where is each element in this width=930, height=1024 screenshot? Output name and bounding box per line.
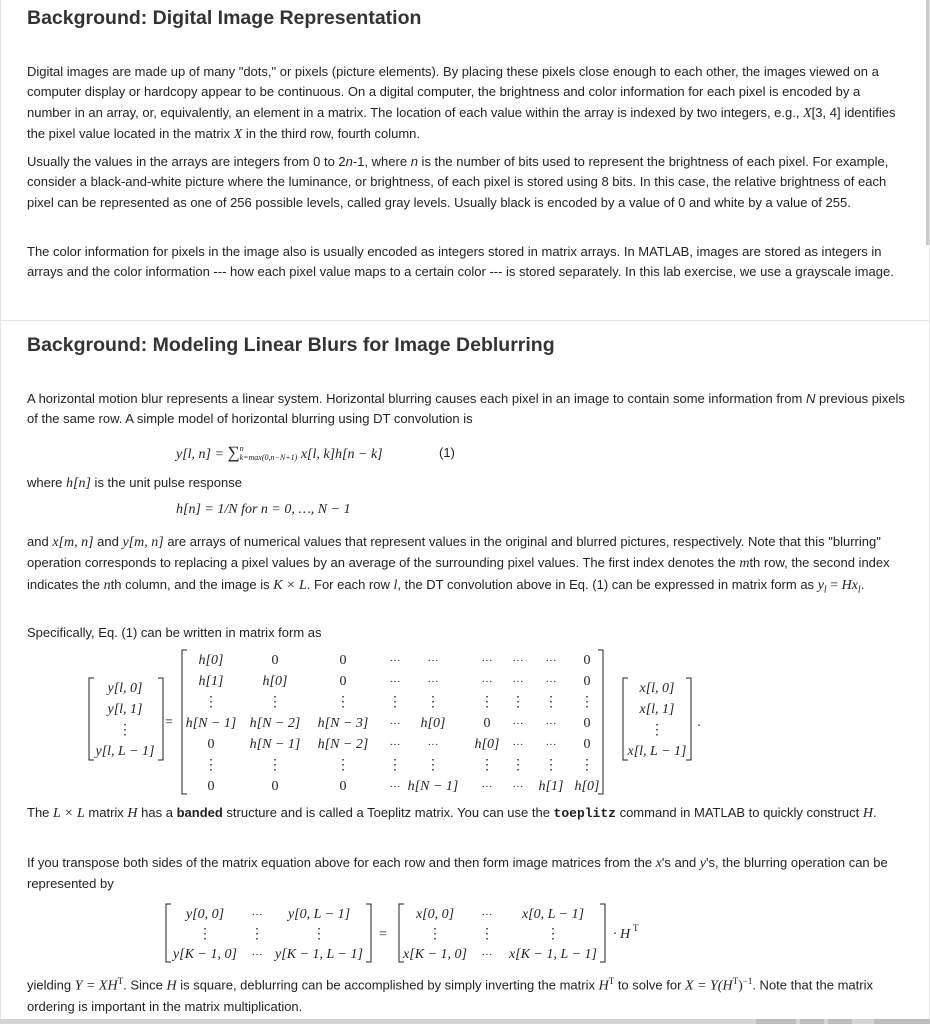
matrix-h-entry: ···	[545, 676, 557, 688]
matrix-h-entry: ⋮	[204, 758, 218, 773]
matrix-h-entry: 0	[583, 716, 591, 731]
matrix-h-entry: 0	[339, 779, 347, 794]
matrix-h-entry: h[N − 1]	[185, 716, 237, 731]
matrix-h-entry: ···	[481, 781, 493, 793]
paragraph-unit-pulse: where h[n] is the unit pulse response	[27, 475, 242, 491]
matrix-h-entry: ···	[512, 655, 524, 667]
matrix-h-entry: ⋮	[544, 695, 558, 710]
matrix-h-entry: ⋮	[388, 695, 402, 710]
matrix-h-entry: h[0]	[262, 674, 288, 689]
matrix-x-entry: ⋮	[480, 927, 494, 942]
section-title-linear-blurs: Background: Modeling Linear Blurs for Image Deblurring	[27, 334, 555, 356]
matrix-h-entry: 0	[207, 737, 215, 752]
matrix-y-entry: y[0, 0]	[185, 907, 225, 922]
matrix-h-entry: ⋮	[426, 758, 440, 773]
matrix-h-entry: ⋮	[426, 695, 440, 710]
matrix-h-entry: ⋮	[544, 758, 558, 773]
matrix-h-entry: ···	[427, 676, 439, 688]
paragraph-pixels: Digital images are made up of many "dots," or pixels (picture elements). By placing these pixels close enough to each other, the images viewed on a computer display or hardcopy appear to be continuous. On a digital computer, the brightness and color information for each pixel is encoded by a number in an array, or, equivalently, an element in a matrix. The location of each value within the array is indexed by two integers, e.g., X[3, 4] identifies the pixel value located in the matrix X in the third row, fourth column.	[27, 64, 896, 143]
vector-y-bracket-right	[158, 678, 163, 760]
matrix-h-entry: ⋮	[511, 695, 525, 710]
paragraph-toeplitz: The L × L matrix H has a banded structure and is called a Toeplitz matrix. You can use the toeplitz command in MATLAB to quickly construct H.	[27, 805, 877, 821]
matrix-h-entry: h[1]	[538, 779, 564, 794]
vector-x-entry: ⋮	[650, 723, 664, 738]
matrix-h-entry: 0	[339, 674, 347, 689]
vector-y-entry: ⋮	[118, 723, 132, 738]
equation-convolution: y[l, n] = ∑ n k=max(0,n−N+1) x[l, k]h[n − k]	[176, 443, 383, 462]
matrix-h-entry: ···	[545, 718, 557, 730]
matrix-h-entry: ⋮	[336, 758, 350, 773]
matrix-h-entry: 0	[271, 653, 279, 668]
matrix-h-entry: h[N − 2]	[249, 716, 301, 731]
scroll-button-left[interactable]	[756, 1019, 796, 1024]
matrix-h-entry: ···	[389, 781, 401, 793]
period: .	[697, 715, 701, 730]
matrix-h-entry: ···	[481, 655, 493, 667]
matrix-h-entry: ⋮	[268, 695, 282, 710]
matrix-x-entry: ···	[481, 949, 493, 961]
matrix-h-entry: ···	[545, 655, 557, 667]
toeplitz-command: toeplitz	[553, 806, 616, 821]
vector-y-bracket-left	[89, 678, 94, 760]
equation-number: (1)	[439, 445, 455, 460]
vector-x-entry: x[l, L − 1]	[627, 744, 687, 759]
matrix-h-entry: 0	[583, 674, 591, 689]
matrix-h-entry: h[1]	[198, 674, 224, 689]
vector-y-entry: y[l, 0]	[107, 681, 143, 696]
section-divider	[1, 320, 929, 321]
vector-x-entry: x[l, 0]	[639, 681, 675, 696]
matrix-y-entry: ⋮	[250, 927, 264, 942]
matrix-x-entry: x[K − 1, L − 1]	[509, 947, 597, 962]
matrix-y-entry: y[0, L − 1]	[287, 907, 351, 922]
matrix-h-entry: ⋮	[268, 758, 282, 773]
matrix-h-entry: ···	[389, 718, 401, 730]
equation-impulse-response: h[n] = 1/N for n = 0, …, N − 1	[176, 502, 351, 517]
matrix-h-entry: ⋮	[388, 758, 402, 773]
scrollbar[interactable]	[926, 0, 929, 245]
paragraph-transpose: If you transpose both sides of the matrix equation above for each row and then form image matrices from the x's and y's, the blurring operation can be represented by	[27, 855, 888, 892]
matrix-h-entry: ···	[512, 781, 524, 793]
section-title-digital-image: Background: Digital Image Representation	[27, 7, 422, 29]
vector-x-bracket-right	[686, 678, 691, 760]
matrix-h-entry: ⋮	[511, 758, 525, 773]
equals-sign: =	[379, 927, 387, 942]
matrix-y-entry: ···	[251, 949, 263, 961]
matrix-h-entry: h[0]	[474, 737, 500, 752]
matrix-equation-toeplitz	[1, 646, 721, 796]
matrix-y-entry: ⋮	[312, 927, 326, 942]
matrix-h-entry: ···	[389, 655, 401, 667]
scroll-button-mid2[interactable]	[828, 1019, 852, 1024]
matrix-x-entry: ⋮	[428, 927, 442, 942]
paragraph-bit-depth: Usually the values in the arrays are integers from 0 to 2n-1, where n is the number of bits used to represent the brightness of each pixel. For example, consider a black-and-white picture where the luminance, or brightness, of each pixel is stored using 8 bits. In this case, the relative brightness of each pixel can be represented as one of 256 possible levels, called gray levels. Usually black is encoded by a value of 0 and white by a value of 255.	[27, 154, 889, 210]
matrix-h-entry: 0	[583, 737, 591, 752]
matrix-h-entry: ···	[512, 676, 524, 688]
multiply-h: · H	[613, 927, 631, 942]
matrix-equation-image	[1, 898, 701, 966]
matrix-h-entry: ···	[545, 739, 557, 751]
matrix-x-bracket-right	[600, 904, 605, 962]
matrix-x-entry: x[K − 1, 0]	[403, 947, 467, 962]
matrix-h-entry: ⋮	[580, 758, 594, 773]
paragraph-arrays: and x[m, n] and y[m, n] are arrays of numerical values that represent values in the original and blurred pictures, respectively. Note that this "blurring" operation corresponds to replacing a pixel values by an average of the surrounding pixel values. The first index denotes the mth row, the second index indicates the nth column, and the image is K × L. For each row l, the DT convolution above in Eq. (1) can be expressed in matrix form as $y_l = Hx_l$.	[27, 534, 890, 596]
matrix-y-entry: y[K − 1, L − 1]	[275, 947, 363, 962]
matrix-h-entry: h[N − 2]	[317, 737, 369, 752]
paragraph-motion-blur: A horizontal motion blur represents a linear system. Horizontal blurring causes each pixel in an image to contain some information from N previous pixels of the same row. A simple model of horizontal blurring using DT convolution is	[27, 391, 905, 427]
paragraph-deblurring: yielding $Y = XH^T$. Since H is square, deblurring can be accomplished by simply inverting the matrix $H^T$ to solve for $X = Y(H^T)^{-1}$. Note that the matrix ordering is important in the matrix multiplication.	[27, 976, 873, 1014]
matrix-h-entry: ⋮	[204, 695, 218, 710]
matrix-h-entry: 0	[339, 653, 347, 668]
matrix-h-entry: ⋮	[336, 695, 350, 710]
matrix-h-entry: 0	[583, 653, 591, 668]
paragraph-color-info: The color information for pixels in the image also is usually encoded as integers stored in matrix arrays. In MATLAB, images are stored as integers in arrays and the color information --- how each pixel value maps to a certain color --- is stored separately. In this lab exercise, we use a grayscale image.	[27, 244, 894, 280]
vector-y-entry: y[l, 1]	[107, 702, 143, 717]
matrix-h-entry: 0	[271, 779, 279, 794]
matrix-h-entry: h[N − 3]	[317, 716, 369, 731]
matrix-h-entry: ···	[512, 718, 524, 730]
matrix-h-entry: ···	[427, 739, 439, 751]
equals-sign: =	[165, 715, 173, 730]
matrix-h-bracket-right	[598, 650, 603, 794]
matrix-h-entry: ⋮	[480, 758, 494, 773]
matrix-h-entry: ⋮	[580, 695, 594, 710]
matrix-h-entry: ···	[512, 739, 524, 751]
matrix-h-entry: h[N − 1]	[249, 737, 301, 752]
transpose-T: T	[633, 923, 639, 933]
matrix-h-entry: h[0]	[420, 716, 446, 731]
matrix-h-entry: h[0]	[198, 653, 224, 668]
matrix-x-entry: x[0, 0]	[415, 907, 455, 922]
matrix-x-entry: x[0, L − 1]	[521, 907, 585, 922]
matrix-h-entry: ⋮	[480, 695, 494, 710]
matrix-y-bracket-right	[366, 904, 371, 962]
matrix-y-entry: ···	[251, 909, 263, 921]
matrix-h-entry: 0	[483, 716, 491, 731]
matrix-h-entry: ···	[427, 655, 439, 667]
matrix-h-entry: h[N − 1]	[407, 779, 459, 794]
matrix-y-entry: ⋮	[198, 927, 212, 942]
matrix-y-bracket-left	[166, 904, 171, 962]
paragraph-matrix-form: Specifically, Eq. (1) can be written in matrix form as	[27, 625, 322, 640]
vector-y-entry: y[l, L − 1]	[95, 744, 155, 759]
matrix-x-entry: ⋮	[546, 927, 560, 942]
matrix-h-entry: ···	[389, 676, 401, 688]
vector-x-entry: x[l, 1]	[639, 702, 675, 717]
matrix-x-entry: ···	[481, 909, 493, 921]
scroll-button-right[interactable]	[874, 1019, 930, 1024]
matrix-h-entry: ···	[481, 676, 493, 688]
matrix-h-entry: ···	[389, 739, 401, 751]
matrix-h-entry: 0	[207, 779, 215, 794]
scroll-button-mid[interactable]	[800, 1019, 824, 1024]
matrix-y-entry: y[K − 1, 0]	[173, 947, 237, 962]
matrix-h-entry: h[0]	[574, 779, 600, 794]
